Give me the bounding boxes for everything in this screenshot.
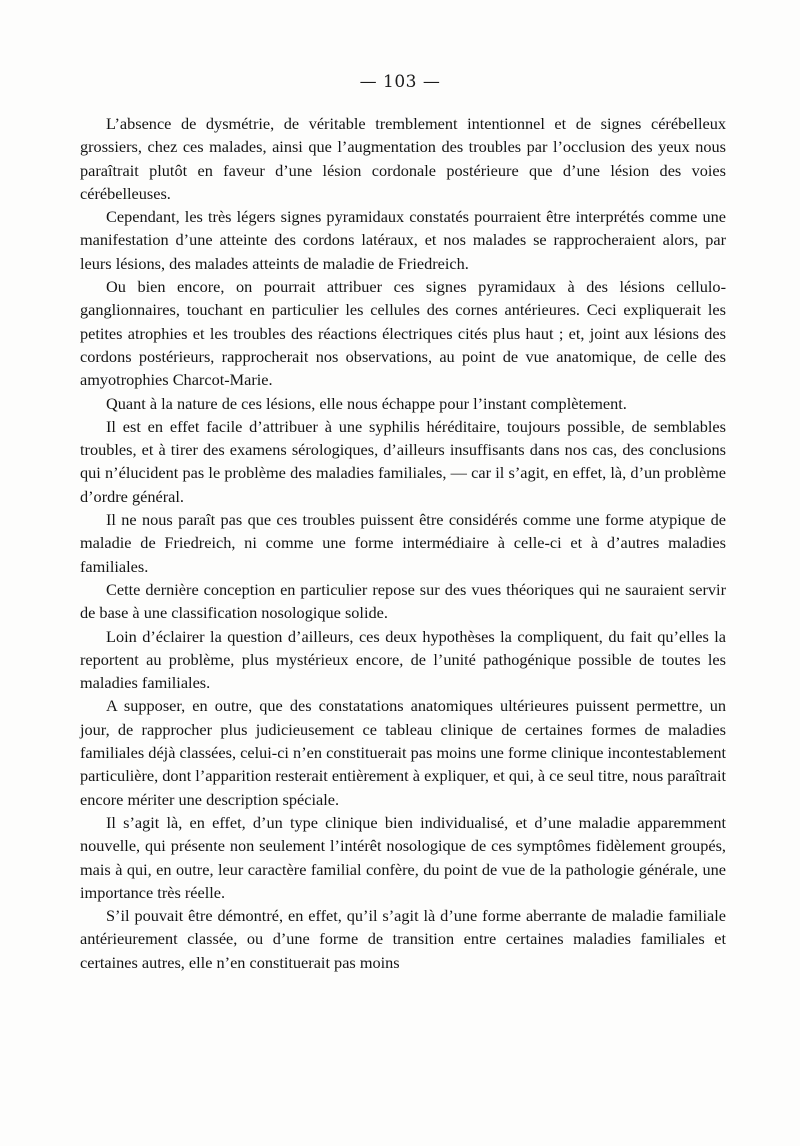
paragraph: A supposer, en outre, que des constatations anatomiques ultérieures puissent permettre, un jour, de rapprocher plus judicieusement ce tableau clinique de certaines formes de maladies familiales déjà classées, celui-ci n’en constituerait pas moins une forme clinique incontestablement particulière, dont l’apparition resterait entièrement à expliquer, et qui, à ce seul titre, nous paraîtrait encore mériter une description spéciale. — [80, 696, 726, 809]
paragraph: S’il pouvait être démontré, en effet, qu’il s’agit là d’une forme aberrante de maladie familiale antérieurement classée, ou d’une forme de transition entre certaines maladies familiales et certaines autres, elle n’en constituerait pas moins — [80, 906, 726, 972]
paragraph: Il ne nous paraît pas que ces troubles puissent être considérés comme une forme atypique de maladie de Friedreich, ni comme une forme intermédiaire à celle-ci et à d’autres maladies familiales. — [80, 510, 726, 576]
paragraph: Loin d’éclairer la question d’ailleurs, ces deux hypothèses la compliquent, du fait qu’elles la reportent au problème, plus mystérieux encore, de l’unité pathogénique possible de toutes les maladies familiales. — [80, 626, 726, 693]
paragraph: Cette dernière conception en particulier repose sur des vues théoriques qui ne sauraient servir de base à une classification nosologique solide. — [80, 579, 726, 623]
paragraph: Quant à la nature de ces lésions, elle nous échappe pour l’instant complètement. — [106, 393, 627, 413]
body-text — [80, 112, 726, 974]
paragraph: Il est en effet facile d’attribuer à une syphilis héréditaire, toujours possible, de semblables troubles, et à tirer des examens sérologiques, d’ailleurs insuffisants dans nos cas, des conclusions qui n’élucident pas le problème des maladies familiales, — car il s’agit, en effet, là, d’un problème d’ordre général. — [80, 416, 726, 506]
paragraph: Il s’agit là, en effet, d’un type clinique bien individualisé, et d’une maladie apparemment nouvelle, qui présente non seulement l’intérêt nosologique de ces symptômes fidèlement groupés, mais à qui, en outre, leur caractère familial confère, du point de vue de la pathologie générale, une importance très réelle. — [80, 812, 726, 902]
paragraph: Ou bien encore, on pourrait attribuer ces signes pyramidaux à des lésions cellulo-ganglionnaires, touchant en particulier les cellules des cornes antérieures. Ceci expliquerait les petites atrophies et les troubles des réactions électriques cités plus haut ; et, joint aux lésions des cordons postérieurs, rapprocherait nos observations, au point de vue anatomique, de celle des amyotrophies Charcot-Marie. — [80, 277, 726, 390]
page-number: — 103 — — [359, 72, 441, 92]
paragraph: Cependant, les très légers signes pyramidaux constatés pourraient être interprétés comme une manifestation d’une atteinte des cordons latéraux, et nos malades se rapprocheraient alors, par leurs lésions, des malades atteints de maladie de Friedreich. — [80, 207, 726, 273]
paragraph: L’absence de dysmétrie, de véritable tremblement intentionnel et de signes cérébelleux grossiers, chez ces malades, ainsi que l’augmentation des troubles par l’occlusion des yeux nous paraîtrait plutôt en faveur d’une lésion cordonale postérieure que d’une lésion des voies cérébelleuses. — [80, 114, 726, 203]
